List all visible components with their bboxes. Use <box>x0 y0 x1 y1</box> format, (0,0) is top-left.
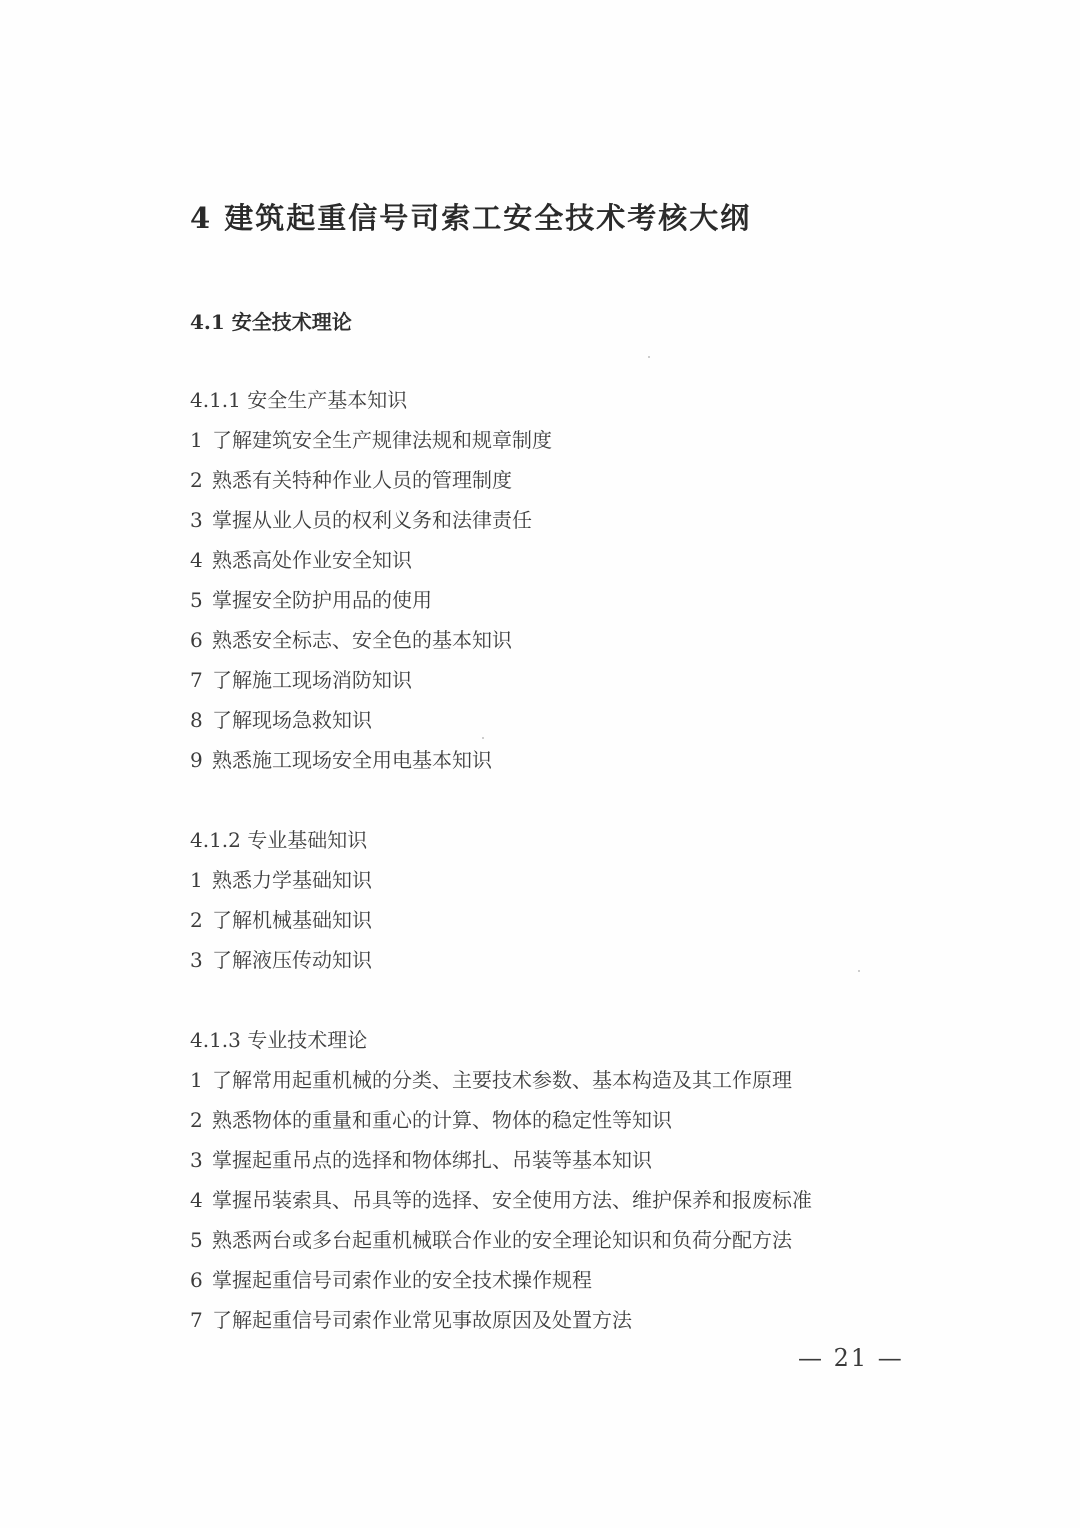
subsection-heading: 4.1.1 安全生产基本知识 <box>190 388 408 412</box>
subsection-safety-basics <box>190 380 552 780</box>
item-number: 7 <box>190 1308 203 1332</box>
page-number: — 21 — <box>798 1344 904 1372</box>
item-text: 了解机械基础知识 <box>212 908 372 932</box>
list-item <box>190 1060 812 1100</box>
subsection-professional-basics <box>190 820 372 980</box>
item-number: 3 <box>190 1148 203 1172</box>
item-text: 熟悉有关特种作业人员的管理制度 <box>212 468 512 492</box>
list-item <box>190 900 372 940</box>
document-title: 4 建筑起重信号司索工安全技术考核大纲 <box>190 201 752 235</box>
item-number: 6 <box>190 628 203 652</box>
item-number: 1 <box>190 868 203 892</box>
list-item <box>190 1180 812 1220</box>
item-text: 了解起重信号司索作业常见事故原因及处置方法 <box>212 1308 632 1332</box>
item-text: 掌握安全防护用品的使用 <box>212 588 432 612</box>
list-item <box>190 540 552 580</box>
list-item <box>190 620 552 660</box>
list-item <box>190 1100 812 1140</box>
item-number: 6 <box>190 1268 203 1292</box>
list-item <box>190 1300 812 1340</box>
subsection-heading: 4.1.2 专业基础知识 <box>190 828 368 852</box>
list-item <box>190 420 552 460</box>
list-item <box>190 660 552 700</box>
scan-speck <box>858 970 860 972</box>
item-number: 2 <box>190 468 203 492</box>
item-text: 掌握从业人员的权利义务和法律责任 <box>212 508 532 532</box>
item-text: 了解常用起重机械的分类、主要技术参数、基本构造及其工作原理 <box>212 1068 792 1092</box>
item-text: 掌握起重吊点的选择和物体绑扎、吊装等基本知识 <box>212 1148 652 1172</box>
item-number: 5 <box>190 1228 203 1252</box>
section-heading: 4.1 安全技术理论 <box>190 310 352 334</box>
list-item <box>190 500 552 540</box>
list-item <box>190 940 372 980</box>
item-number: 4 <box>190 1188 203 1212</box>
item-text: 熟悉高处作业安全知识 <box>212 548 412 572</box>
scan-speck <box>482 737 484 739</box>
item-text: 熟悉施工现场安全用电基本知识 <box>212 748 492 772</box>
item-number: 1 <box>190 1068 203 1092</box>
scan-speck <box>648 356 650 358</box>
list-item <box>190 580 552 620</box>
item-text: 熟悉物体的重量和重心的计算、物体的稳定性等知识 <box>212 1108 672 1132</box>
item-text: 掌握吊装索具、吊具等的选择、安全使用方法、维护保养和报废标准 <box>212 1188 812 1212</box>
subsection-heading: 4.1.3 专业技术理论 <box>190 1028 368 1052</box>
item-number: 3 <box>190 948 203 972</box>
item-text: 了解施工现场消防知识 <box>212 668 412 692</box>
item-number: 1 <box>190 428 203 452</box>
list-item <box>190 1220 812 1260</box>
item-text: 了解现场急救知识 <box>212 708 372 732</box>
item-number: 8 <box>190 708 203 732</box>
list-item <box>190 740 552 780</box>
item-number: 4 <box>190 548 203 572</box>
item-number: 7 <box>190 668 203 692</box>
list-item <box>190 860 372 900</box>
item-text: 掌握起重信号司索作业的安全技术操作规程 <box>212 1268 592 1292</box>
item-text: 熟悉两台或多台起重机械联合作业的安全理论知识和负荷分配方法 <box>212 1228 792 1252</box>
list-item <box>190 1260 812 1300</box>
item-text: 了解液压传动知识 <box>212 948 372 972</box>
subsection-professional-theory <box>190 1020 812 1340</box>
list-item <box>190 700 552 740</box>
item-number: 2 <box>190 908 203 932</box>
item-text: 熟悉安全标志、安全色的基本知识 <box>212 628 512 652</box>
list-item <box>190 460 552 500</box>
list-item <box>190 1140 812 1180</box>
item-number: 2 <box>190 1108 203 1132</box>
item-number: 9 <box>190 748 203 772</box>
item-number: 5 <box>190 588 203 612</box>
item-number: 3 <box>190 508 203 532</box>
item-text: 了解建筑安全生产规律法规和规章制度 <box>212 428 552 452</box>
item-text: 熟悉力学基础知识 <box>212 868 372 892</box>
